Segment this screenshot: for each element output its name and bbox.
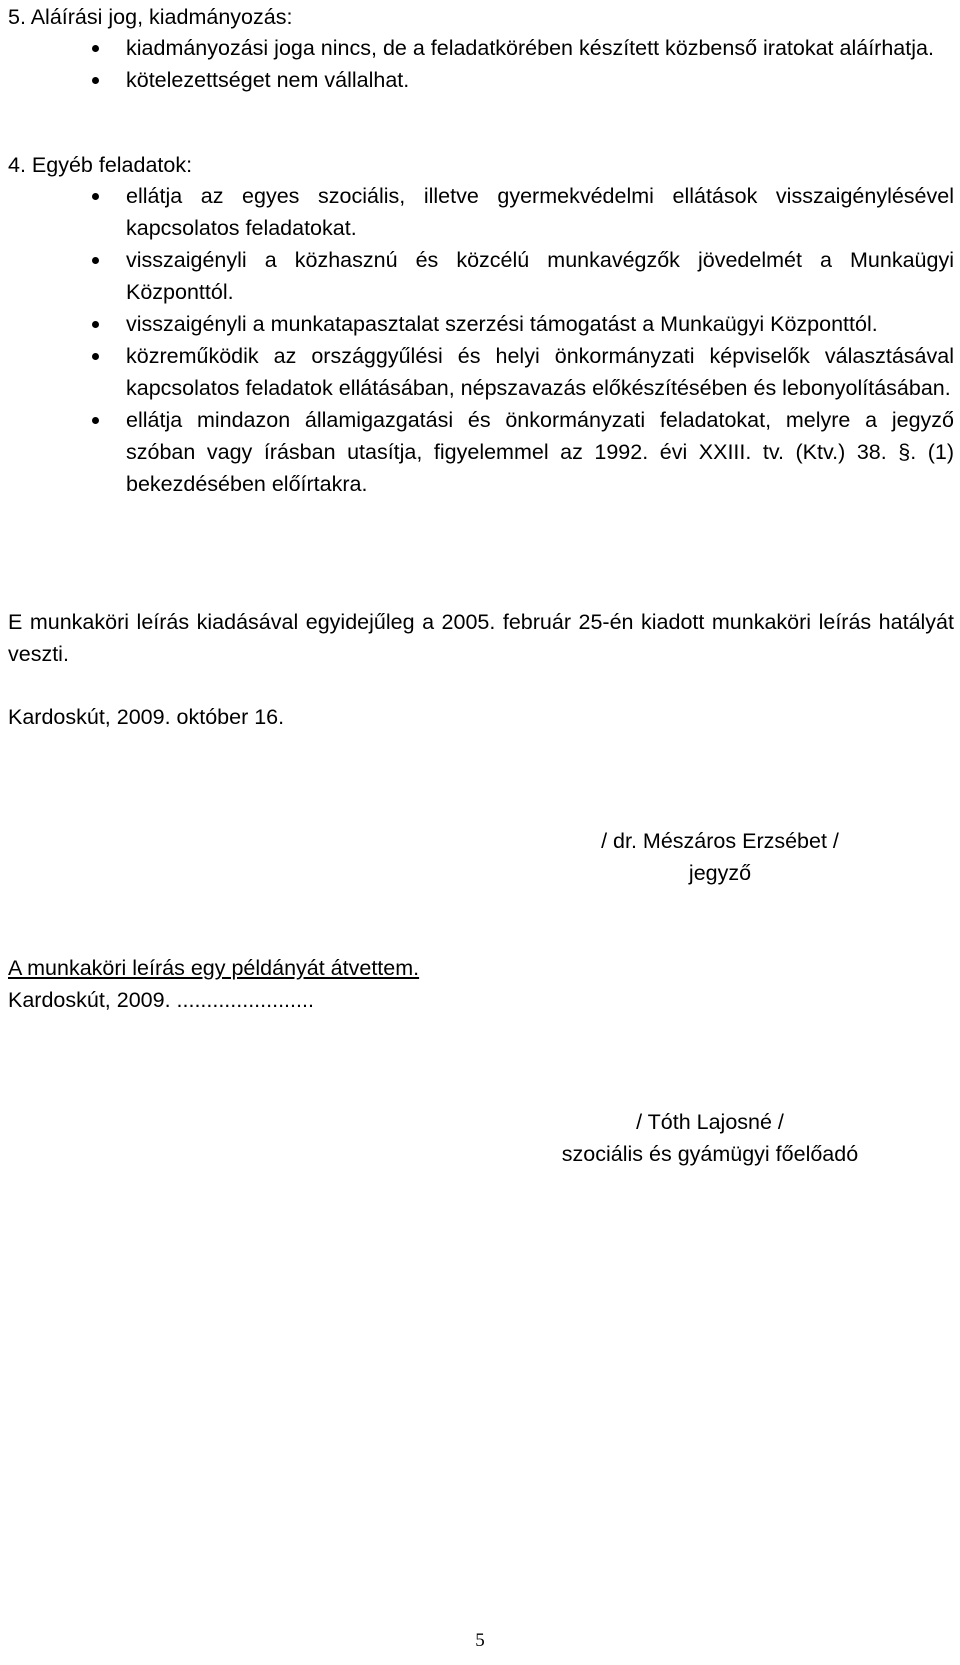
section-4 (8, 150, 954, 500)
bullet-icon (92, 193, 99, 200)
section-5 (8, 2, 954, 96)
bullet-icon (92, 77, 99, 84)
list-item: visszaigényli a közhasznú és közcélú munkavégzők jövedelmét a Munkaügyi Központtól. (8, 244, 954, 308)
signature-block-jegyzo (560, 825, 880, 889)
bullet-icon (92, 45, 99, 52)
signatory-name: / dr. Mészáros Erzsébet / (601, 829, 839, 853)
list-item: visszaigényli a munkatapasztalat szerzési támogatást a Munkaügyi Központtól. (8, 308, 954, 340)
signatory-name: / Tóth Lajosné / (636, 1110, 784, 1134)
list-item: ellátja mindazon államigazgatási és önkormányzati feladatokat, melyre a jegyző szóban vagy írásban utasítja, figyelemmel az 1992. évi XXIII. tv. (Ktv.) 38. §. (1) bekezdésében előírtakra. (8, 404, 954, 500)
acknowledgement-date-line: Kardoskút, 2009. ....................... (8, 988, 314, 1012)
bullet-icon (92, 321, 99, 328)
list-item: kiadmányozási joga nincs, de a feladatkörében készített közbenső iratokat aláírhatja. (8, 32, 954, 64)
date-section (8, 701, 954, 733)
bullet-icon (92, 417, 99, 424)
closing-section (8, 606, 954, 670)
bullet-icon (92, 257, 99, 264)
page-number: 5 (475, 1630, 485, 1651)
acknowledgement-statement: A munkaköri leírás egy példányát átvettem. (8, 956, 420, 980)
date-line: Kardoskút, 2009. október 16. (8, 705, 285, 729)
section-4-heading: 4. Egyéb feladatok: (8, 153, 193, 177)
signatory-title: szociális és gyámügyi főelőadó (561, 1142, 859, 1166)
list-item: ellátja az egyes szociális, illetve gyermekvédelmi ellátások visszaigénylésével kapcsolatos feladatokat. (8, 180, 954, 244)
list-item: közreműködik az országgyűlési és helyi önkormányzati képviselők választásával kapcsolatos feladatok ellátásában, népszavazás előkészítésében és lebonyolításában. (8, 340, 954, 404)
acknowledgement-section (8, 952, 954, 1016)
section-5-list (8, 32, 954, 96)
section-4-list (8, 180, 954, 500)
signatory-title: jegyző (688, 861, 752, 885)
bullet-icon (92, 353, 99, 360)
list-item: kötelezettséget nem vállalhat. (8, 64, 954, 96)
closing-paragraph: E munkaköri leírás kiadásával egyidejűleg a 2005. február 25-én kiadott munkaköri leírás hatályát veszti. (8, 610, 954, 666)
signature-block-employee (520, 1106, 900, 1170)
section-5-heading: 5. Aláírási jog, kiadmányozás: (8, 5, 293, 29)
